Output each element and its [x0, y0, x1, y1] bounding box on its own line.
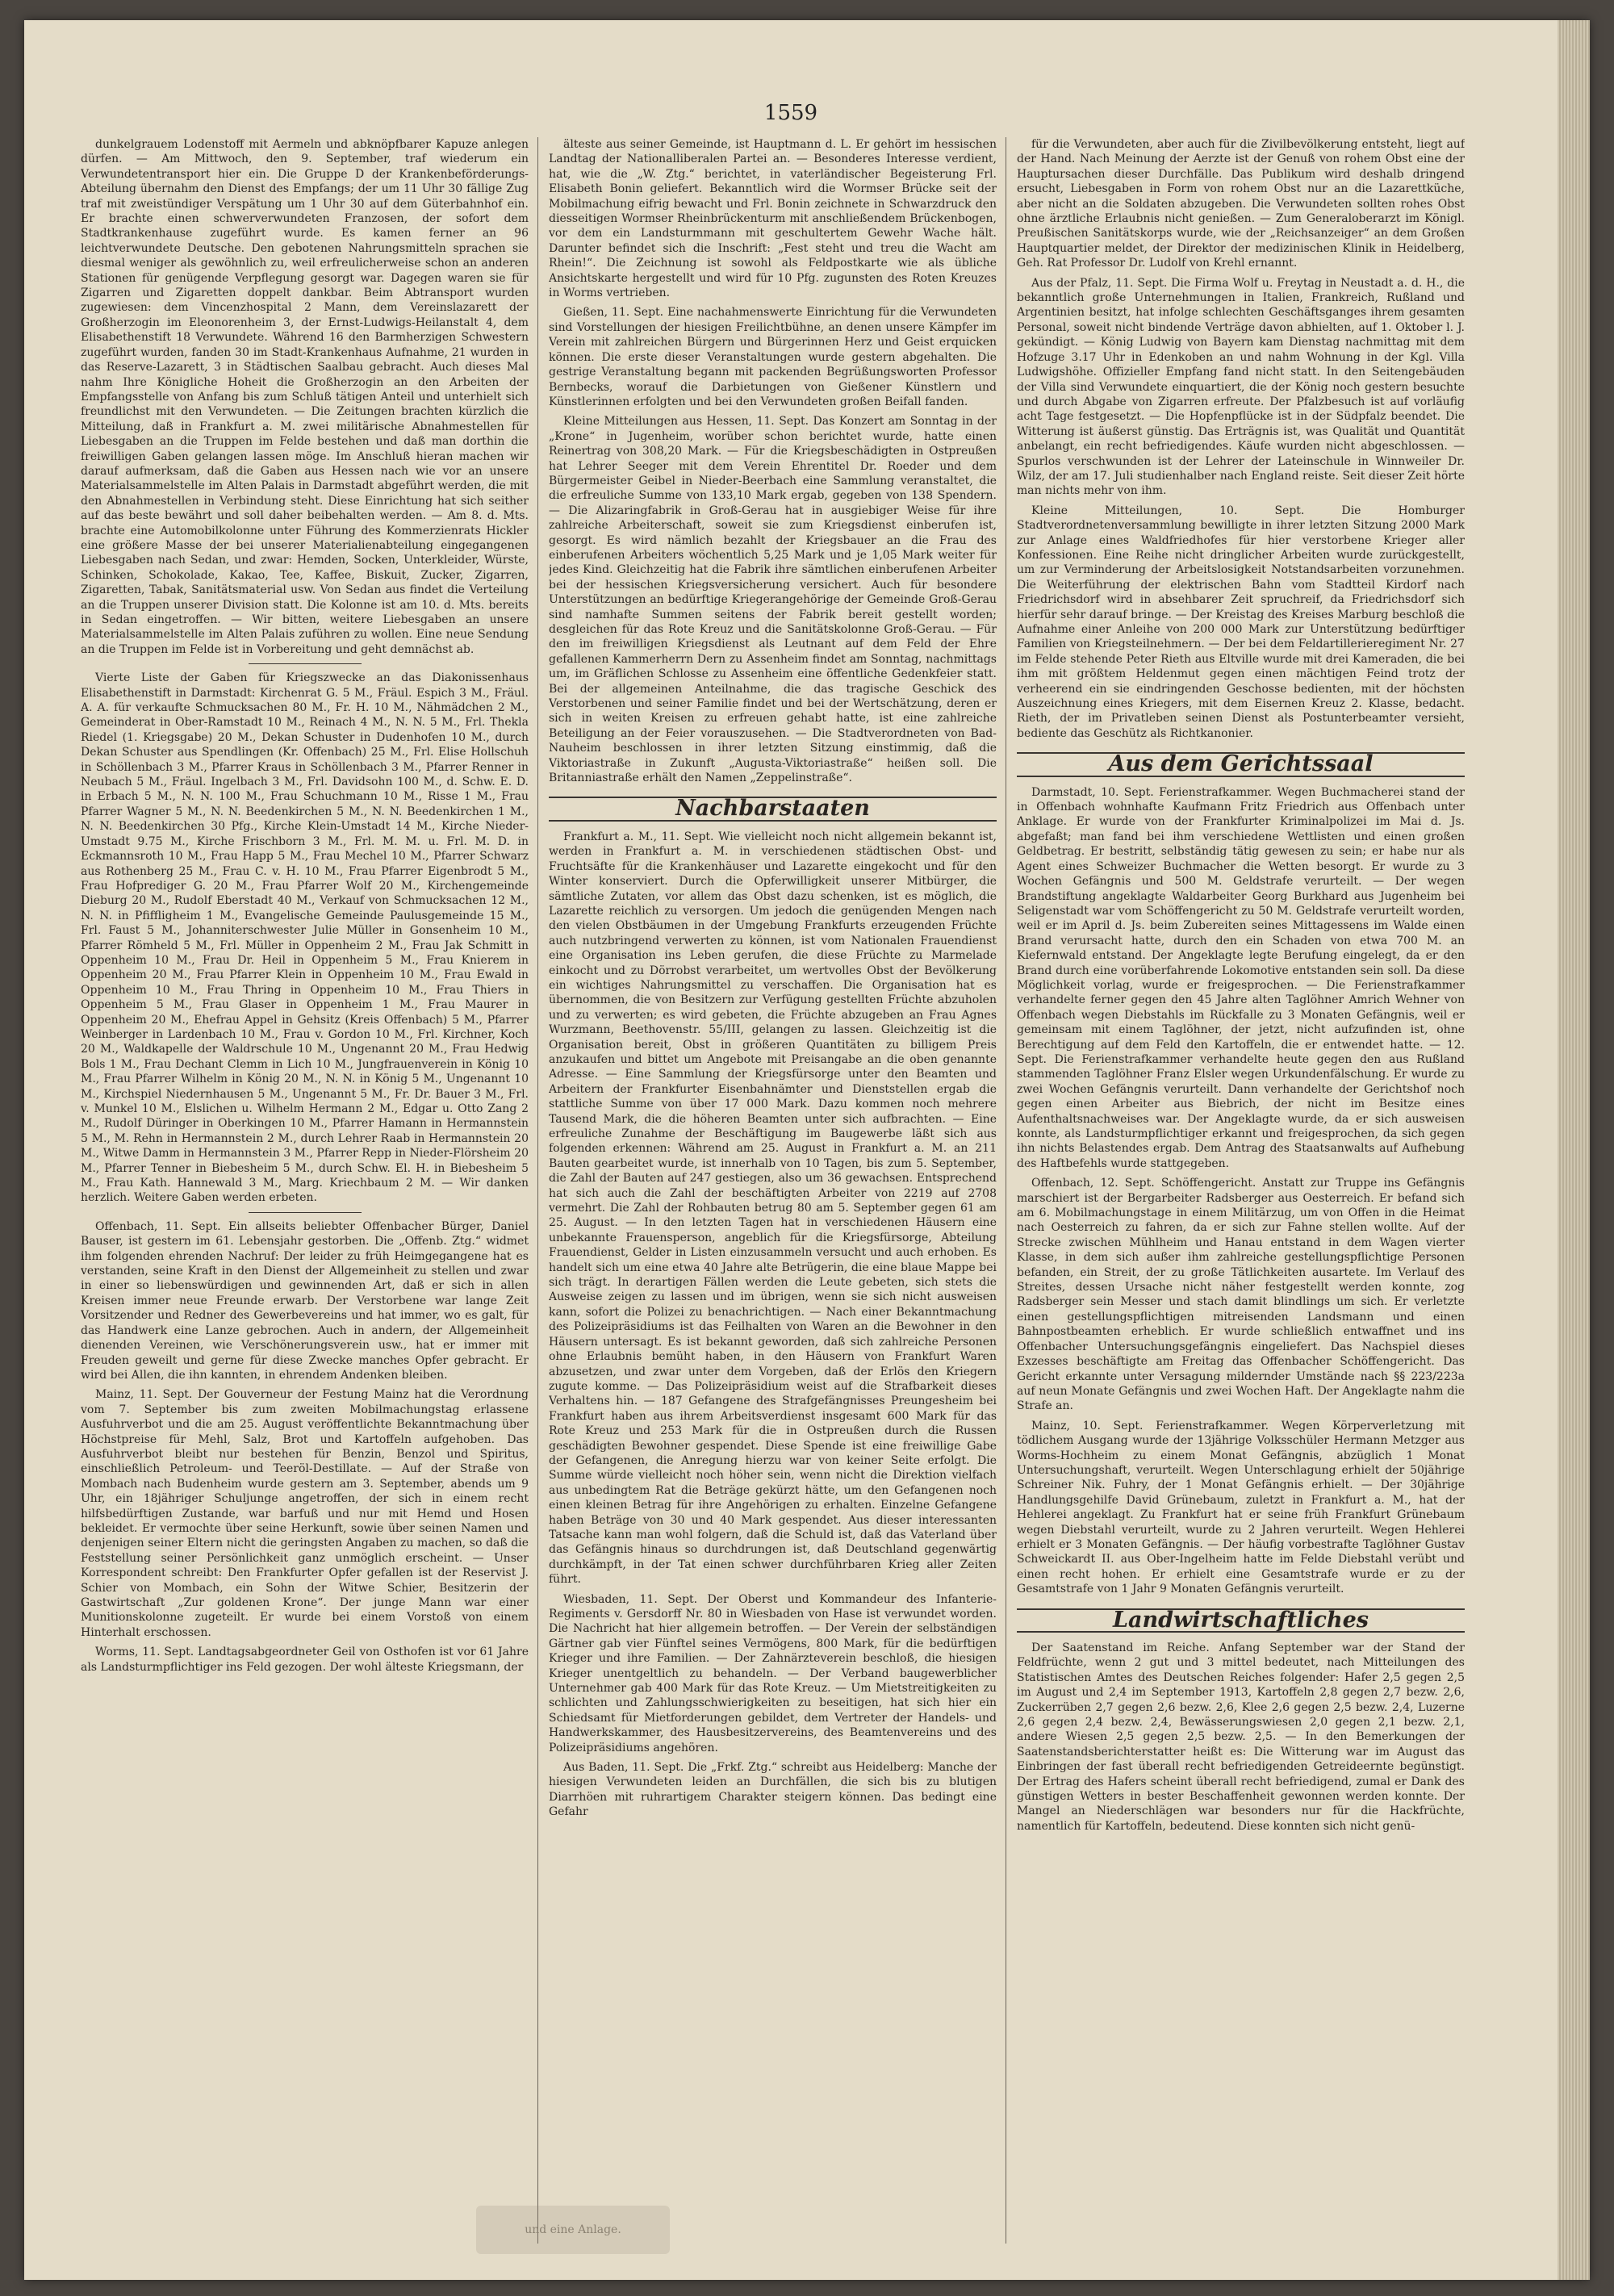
article-paragraph: Wiesbaden, 11. Sept. Der Oberst und Kommandeur des Infanterie-Regiments v. Gersdorff Nr. 80 in Wiesbaden von Hase ist verwundet worden. Die Nachricht hat hier allgemein betroffen. — Der Verein der selbständigen Gärtner gab vier Fünftel seines Vermögens, 800 Mark, für die bedürftigen Krieger und ihre Familien. — Der Zahnärzteverein beschloß, die hiesigen Krieger unentgeltlich zu behandeln. — Der Verband baugewerblicher Unternehmer gab 400 Mark für das Rote Kreuz. — Um Mietstreitigkeiten zu schlichten und Zahlungsschwierigkeiten zu beseitigen, hat sich hier ein Schiedsamt für Mietforderungen gebildet, dem Vertreter der Handels- und Handwerkskammer, des Hausbesitzervereins, des Beamtenvereins und des Polizeipräsidiums angehören. [549, 1592, 997, 1754]
divider [249, 663, 362, 664]
article-paragraph: älteste aus seiner Gemeinde, ist Hauptmann d. L. Er gehört im hessischen Landtag der Nationalliberalen Partei an. — Besonderes Interesse verdient, hat, wie die „W. Ztg.“ berichtet, in vaterländischer Begeisterung Frl. Elisabeth Bonin geliefert. Bekanntlich wird die Wormser Brücke seit der Mobilmachung eifrig bewacht und Frl. Bonin zeichnete in Schwarzdruck den diesseitigen Wormser Rheinbrückenturm mit anschließendem Brückenbogen, vor dem ein Landsturmmann mit geschultertem Gewehr Wache hält. Darunter befindet sich die Inschrift: „Fest steht und treu die Wacht am Rhein!“. Die Zeichnung ist sowohl als Feldpostkarte wie als übliche Ansichtskarte hergestellt und wird für 10 Pfg. zugunsten des Roten Kreuzes in Worms vertrieben. [549, 138, 997, 300]
article-paragraph: dunkelgrauem Lodenstoff mit Aermeln und abknöpfbarer Kapuze anlegen dürfen. — Am Mittwoch, den 9. September, traf wiederum ein Verwundetentransport hier ein. Die Gruppe D der Krankenbeförderungs-Abteilung übernahm den Dienst des Empfangs; der um 11 Uhr 30 fällige Zug traf mit zweistündiger Verspätung um 1 Uhr 30 auf dem Güterbahnhof ein. Er brachte einen schwerverwundeten Franzosen, der sofort dem Stadtkrankenhause zugeführt wurde. Es kamen ferner an 96 leichtverwundete Deutsche. Den gebotenen Nahrungsmitteln sprachen sie diesmal weniger als gewöhnlich zu, weil erfreulicherweise schon an anderen Stationen für genügende Verpflegung gesorgt war. Dagegen waren sie für Zigarren und Zigaretten doppelt dankbar. Beim Abtransport wurden zugewiesen: dem Vincenzhospital 2 Mann, dem Vereinslazarett der Großherzogin im Eleonorenheim 3, der Ernst-Ludwigs-Heilanstalt 4, dem Elisabethenstift 18 Verwundete. Während 16 den Barmherzigen Schwestern zugeführt wurden, fanden 30 im Stadt-Krankenhaus Aufnahme, 21 wurden in das Reserve-Lazarett, 3 in Städtischen Saalbau gebracht. Auch dieses Mal nahm Ihre Königliche Hoheit die Großherzogin an den Arbeiten der Empfangsstelle von Anfang bis zum Schluß tätigen Anteil und unterhielt sich freundlichst mit den Verwundeten. — Die Zeitungen brachten kürzlich die Mitteilung, daß in Frankfurt a. M. zwei militärische Abnahmestellen für Liebesgaben an die Truppen im Felde bestehen und daß man dorthin die freiwilligen Gaben gelangen lassen möge. Im Anschluß hieran machen wir darauf aufmerksam, daß die Gaben aus Hessen nach wie vor an unsere Materialsammelstelle im Alten Palais in Darmstadt abgeführt werden, die mit den Abnahmestellen in Verbindung steht. Diese Einrichtung hat sich seither auf das beste bewährt und soll daher beibehalten werden. — Am 8. d. Mts. brachte eine Automobilkolonne unter Führung des Kommerzienrats Hickler eine größere Masse der bei unserer Materialienabteilung eingegangenen Liebesgaben nach Sedan, und zwar: Hemden, Socken, Unterkleider, Würste, Schinken, Schokolade, Kakao, Tee, Kaffee, Biskuit, Zucker, Zigarren, Zigaretten, Tabak, Sanitätsmaterial usw. Von Sedan aus findet die Verteilung an die Truppen unserer Division statt. Die Kolonne ist am 10. d. Mts. bereits in Sedan eingetroffen. — Wir bitten, weitere Liebesgaben an unsere Materialsammelstelle im Alten Palais zuführen zu wollen. Eine neue Sendung an die Truppen im Felde ist in Vorbereitung und geht demnächst ab. [81, 138, 529, 656]
section-heading: Landwirtschaftliches [1017, 1608, 1465, 1633]
article-paragraph: Mainz, 10. Sept. Ferienstrafkammer. Wegen Körperverletzung mit tödlichem Ausgang wurde der 13jährige Volksschüler Hermann Metzger aus Worms-Hochheim zu einem Monat Gefängnis, abzüglich 1 Monat Untersuchungshaft, verurteilt. Wegen Unterschlagung erhielt der 50jährige Schreiner Nik. Fuhry, der 1 Monat Gefängnis erhielt. — Der 30jährige Handlungsgehilfe David Grünebaum, zuletzt in Frankfurt a. M., hat der Hehlerei angeklagt. Zu Frankfurt hat er seine früh Frankfurt Grünebaum wegen Diebstahl verurteilt, wurde zu 2 Jahren verurteilt. Wegen Hehlerei erhielt er 3 Monaten Gefängnis. — Der häufig vorbestrafte Taglöhner Gustav Schweickardt II. aus Ober-Ingelheim hatte im Felde Diebstahl verübt und einen recht hohen. Er erhielt eine Gesamtstrafe wurde er zu der Gesamtstrafe von 1 Jahr 9 Monaten Gefängnis verurteilt. [1017, 1419, 1465, 1596]
section-heading: Nachbarstaaten [549, 797, 997, 821]
article-paragraph: Aus Baden, 11. Sept. Die „Frkf. Ztg.“ schreibt aus Heidelberg: Manche der hiesigen Verwundeten leiden an Durchfällen, die sich bis zu blutigen Diarrhöen mit ruhrartigem Charakter steigern können. Das bedingt eine Gefahr [549, 1761, 997, 1819]
article-paragraph: Gießen, 11. Sept. Eine nachahmenswerte Einrichtung für die Verwundeten sind Vorstellungen der hiesigen Freilichtbühne, an denen unsere Kämpfer im Verein mit zahlreichen Bürgern und Bürgerinnen Herz und Geist erquicken können. Die erste dieser Veranstaltungen wurde gestern abgehalten. Die gestrige Veranstaltung begann mit packenden Begrüßungsworten Professor Bernbecks, worauf die Darbietungen von Gießener Künstlern und Künstlerinnen erfolgten und bei den Verwundeten großen Beifall fanden. [549, 306, 997, 408]
page-number: 1559 [763, 101, 818, 125]
column-rule [537, 137, 538, 2244]
article-paragraph: Offenbach, 12. Sept. Schöffengericht. Anstatt zur Truppe ins Gefängnis marschiert ist der Bergarbeiter Radsberger aus Oesterreich. Er befand sich am 6. Mobilmachungstage in einem Militärzug, um von Offen in die Heimat nach Oesterreich zu fahren, da er sich zur Fahne stellen wollte. Auf der Strecke zwischen Mühlheim und Hanau entstand in dem Wagen vierter Klasse, in dem sich außer ihm zahlreiche gestellungspflichtige Personen befanden, ein Streit, der zu große Tätlichkeiten ausartete. Im Verlauf des Streites, dessen Ursache nicht näher festgestellt werden konnte, zog Radsberger sein Messer und stach damit blindlings um sich. Er verletzte einen gestellungspflichtigen mitreisenden Landsmann und einen Bahnpostbeamten erheblich. Er wurde schließlich entwaffnet und ins Offenbacher Untersuchungsgefängnis eingeliefert. Das Nachspiel dieses Exzesses beschäftigte am Freitag das Offenbacher Schöffengericht. Das Gericht erkannte unter Versagung mildernder Umstände nach §§ 223/223a auf neun Monate Gefängnis und zwei Wochen Haft. Der Angeklagte nahm die Strafe an. [1017, 1177, 1465, 1413]
newspaper-page [24, 20, 1590, 2280]
book-binding-edge [1558, 20, 1590, 2280]
article-paragraph: Mainz, 11. Sept. Der Gouverneur der Festung Mainz hat die Verordnung vom 7. September bis zum zweiten Mobilmachungstag erlassene Ausfuhrverbot und die am 25. August veröffentlichte Bekanntmachung über Höchstpreise für Mehl, Salz, Brot und Kartoffeln aufgehoben. Das Ausfuhrverbot bleibt nur bestehen für Benzin, Benzol und Spiritus, einschließlich Petroleum- und Teeröl-Destillate. — Auf der Straße von Mombach nach Budenheim wurde gestern am 3. September, abends um 9 Uhr, ein 18jähriger Schuljunge angetroffen, der sich in einem recht hilfsbedürftigen Zustande, war barfuß und nur mit Hemd und Hosen bekleidet. Er vermochte über seine Herkunft, sowie über seinen Namen und denjenigen seiner Eltern nicht die geringsten Angaben zu machen, so daß die Feststellung seiner Persönlichkeit ganz unmöglich erscheint. — Unser Korrespondent schreibt: Den Frankfurter Opfer gefallen ist der Reservist J. Schier von Mombach, ein Sohn der Witwe Schier, Besitzerin der Gastwirtschaft „Zur goldenen Krone“. Der junge Mann war einer Munitionskolonne zugeteilt. Er wurde bei einem Vorstoß von einem Hinterhalt erschossen. [81, 1388, 529, 1639]
article-paragraph: Aus der Pfalz, 11. Sept. Die Firma Wolf u. Freytag in Neustadt a. d. H., die bekanntlich große Unternehmungen in Italien, Frankreich, Rußland und Argentinien besitzt, hat infolge schlechten Geschäftsganges ihrem gesamten Personal, soweit nicht bindende Verträge davon abhielten, auf 1. Oktober l. J. gekündigt. — König Ludwig von Bayern kam Dienstag nachmittag mit dem Hofzuge 3.17 Uhr in Edenkoben an und nahm Wohnung in der Kgl. Villa Ludwigshöhe. Offizieller Empfang fand nicht statt. In den Seitengebäuden der Villa sind Verwundete einquartiert, die der König noch gestern besuchte und durch Abgabe von Zigarren erfreute. Der Pfalzbesuch ist auf vorläufig acht Tage festgesetzt. — Die Hopfenpflücke ist in der Südpfalz beendet. Die Witterung ist äußerst günstig. Das Erträgnis ist, was Qualität und Quantität anbelangt, ein recht befriedigendes. Käufe wurden nicht abgeschlossen. — Spurlos verschwunden ist der Lehrer der Lateinschule in Winnweiler Dr. Wilz, der am 17. Juli studienhalber nach England reiste. Seit dieser Zeit hörte man nichts mehr von ihm. [1017, 276, 1465, 498]
article-paragraph: Kleine Mitteilungen, 10. Sept. Die Homburger Stadtverordnetenversammlung bewilligte in ihrer letzten Sitzung 2000 Mark zur Anlage eines Waldfriedhofes für hier verstorbene Krieger aller Konfessionen. Eine Reihe nicht dringlicher Arbeiten wurde zurückgestellt, um zur Verminderung der Arbeitslosigkeit Notstandsarbeiten vorzunehmen. Die Weiterführung der elektrischen Bahn vom Stadtteil Kirdorf nach Friedrichsdorf wird in absehbarer Zeit spruchreif, da Friedrichsdorf sich hierfür sehr darauf bringe. — Der Kreistag des Kreises Marburg beschloß die Aufnahme einer Anleihe von 200 000 Mark zur Unterstützung bedürftiger Familien von Kriegsteilnehmern. — Der bei dem Feldartillerieregiment Nr. 27 im Felde stehende Peter Rieth aus Eltville wurde mit drei Kameraden, die bei ihm mit größtem Heldenmut gegen einen mächtigen Feind trotz der verheerend ein sie eindringenden Geschosse bedienten, mit der höchsten Auszeichnung eines Kriegers, mit dem Eisernen Kreuz 2. Klasse, bedacht. Rieth, der im Privatleben seinen Dienst als Postunterbeamter versieht, bediente das Geschütz als Richtkanonier. [1017, 504, 1465, 740]
article-paragraph: für die Verwundeten, aber auch für die Zivilbevölkerung entsteht, liegt auf der Hand. Nach Meinung der Aerzte ist der Genuß von rohem Obst eine der Hauptursachen dieser Durchfälle. Das Publikum wird deshalb dringend ersucht, Liebesgaben in Form von rohem Obst nur an die Lazarettküche, aber nicht an die Soldaten abzugeben. Die Verwundeten sollten rohes Obst ohne ärztliche Erlaubnis nicht genießen. — Zum Generaloberarzt im Königl. Preußischen Sanitätskorps wurde, wie der „Reichsanzeiger“ an dem Großen Hauptquartier meldet, der Direktor der medizinischen Klinik in Heidelberg, Geh. Rat Professor Dr. Ludolf von Krehl ernannt. [1017, 138, 1465, 270]
column-right [1017, 137, 1465, 2244]
article-paragraph: Frankfurt a. M., 11. Sept. Wie vielleicht noch nicht allgemein bekannt ist, werden in Frankfurt a. M. in verschiedenen städtischen Obst- und Fruchtsäfte für die Krankenhäuser und Lazarette eingekocht und für den Winter konserviert. Durch die Opferwilligkeit unserer Mitbürger, die sämtliche Zutaten, vor allem das Obst dazu schenken, ist es möglich, die Lazarette reichlich zu versorgen. Um jedoch die genügenden Mengen nach den vielen Obstbäumen in der Umgebung Frankfurts erzeugenden Früchte auch nutzbringend verwerten zu können, ist vom Nationalen Frauendienst eine Organisation ins Leben gerufen, die diese Früchte zu Marmelade einkocht und zu Dörrobst verarbeitet, um wertvolles Obst der Bevölkerung ein wichtiges Nahrungsmittel zu verschaffen. Die Organisation hat es übernommen, die von Besitzern zur Verfügung gestellten Früchte abzuholen und zu verwerten; es wird gebeten, die Früchte abzugeben an Frau Agnes Wurzmann, Beethovenstr. 55/III, gelangen zu lassen. Gleichzeitig ist die Organisation bereit, Obst in größeren Quantitäten zu billigem Preis anzukaufen und bittet um Angebote mit Preisangabe an die oben genannte Adresse. — Eine Sammlung der Kriegsfürsorge unter den Beamten und Arbeitern der Frankfurter Eisenbahnämter und Dienststellen ergab die stattliche Summe von über 17 000 Mark. Dazu kommen noch mehrere Tausend Mark, die die höheren Beamten unter sich aufbrachten. — Eine erfreuliche Zunahme der Beschäftigung im Baugewerbe läßt sich aus folgenden erkennen: Während am 25. August in Frankfurt a. M. an 211 Bauten gearbeitet wurde, ist innerhalb von 10 Tagen, bis zum 5. September, die Zahl der Bauten auf 247 gestiegen, also um 36 gewachsen. Entsprechend hat sich auch die Zahl der beschäftigten Arbeiter von 2219 auf 2708 vermehrt. Die Zahl der Rohbauten betrug 80 am 5. September gegen 61 am 25. August. — In den letzten Tagen hat in verschiedenen Häusern eine unbekannte Frauensperson, angeblich für die Kriegsfürsorge, Abteilung Frauendienst, Gelder in Listen einzusammeln versucht und auch erhoben. Es handelt sich um eine etwa 40 Jahre alte Betrügerin, die eine blaue Mappe bei sich trägt. In derartigen Fällen werden die Leute gebeten, sich stets die Ausweise zeigen zu lassen und im übrigen, wenn sie sich nicht ausweisen kann, sofort die Polizei zu benachrichtigen. — Nach einer Bekanntmachung des Polizeipräsidiums ist das Feilhalten von Waren an die Bewohner in den Häusern untersagt. Es ist bekannt geworden, daß sich zahlreiche Personen ohne Erlaubnis bemüht haben, in den Häusern von Frankfurt Waren abzusetzen, und zwar unter dem Vorgeben, daß der Erlös den Kriegern zugute komme. — Das Polizeipräsidium weist auf die Strafbarkeit dieses Verhaltens hin. — 187 Gefangene des Strafgefängnisses Preungesheim bei Frankfurt haben aus ihrem Arbeitsverdienst insgesamt 600 Mark für das Rote Kreuz und 253 Mark für die in Ostpreußen durch die Russen geschädigten Bewohner gespendet. Diese Spende ist eine freiwillige Gabe der Gefangenen, die Anregung hierzu war von keiner Seite erfolgt. Die Summe würde vielleicht noch höher sein, wenn nicht die Direktion vielfach aus unbedingtem Rat die Beträge gekürzt hätte, um den Gefangenen noch einen kleinen Betrag für ihre Angehörigen zu erhalten. Einzelne Gefangene haben Beträge von 30 und 40 Mark gespendet. Aus dieser interessanten Tatsache kann man wohl folgern, daß die Schuld ist, daß das Vaterland über das Gefängnis hinaus so durchdrungen ist, daß Deutschland gegenwärtig durchkämpft, in der Tat einen schwer durchführbaren Krieg aller Zeiten führt. [549, 830, 997, 1587]
article-paragraph: Kleine Mitteilungen aus Hessen, 11. Sept. Das Konzert am Sonntag in der „Krone“ in Jugenheim, worüber schon berichtet wurde, hatte einen Reinertrag von 308,20 Mark. — Für die Kriegsbeschädigten in Ostpreußen hat Lehrer Seeger mit dem Verein Ehrentitel Dr. Roeder und dem Bürgermeister Geibel in Nieder-Beerbach eine Sammlung veranstaltet, die die erfreuliche Summe von 133,10 Mark ergab, gegeben von 138 Spendern. — Die Alizaringfabrik in Groß-Gerau hat in ausgiebiger Weise für ihre zahlreiche Arbeiterschaft, soweit sie zum Kriegsdienst einberufen ist, gesorgt. Es wird nämlich bezahlt der Kriegsbauer an die Frau des einberufenen Arbeiters wöchentlich 5,25 Mark und je 1,05 Mark weiter für jedes Kind. Gleichzeitig hat die Fabrik ihre sämtlichen einberufenen Arbeiter bei der hessischen Kriegsversicherung versichert. Auch für besondere Unterstützungen an bedürftige Kriegerangehörige der Gemeinde Groß-Gerau sind namhafte Summen seitens der Fabrik bereit gestellt worden; desgleichen für das Rote Kreuz und die Sanitätskolonne Groß-Gerau. — Für den im freiwilligen Kriegsdienst als Leutnant auf dem Feld der Ehre gefallenen Kammerherrn Dern zu Assenheim findet am Sonntag, nachmittags um, im Gräflichen Schlosse zu Assenheim eine öffentliche Gedenkfeier statt. Bei der allgemeinen Anteilnahme, die das tragische Geschick des Verstorbenen und seiner Familie findet und bei der Wertschätzung, deren er sich in weiten Kreisen zu erfreuen gehabt hatte, ist eine zahlreiche Beteiligung an der Feier vorauszusehen. — Die Stadtverordneten von Bad-Nauheim beschlossen in ihrer letzten Sitzung einstimmig, daß die Viktoriastraße in Zukunft „Augusta-Viktoriastraße“ heißen soll. Die Britanniastraße erhält den Namen „Zeppelinstraße“. [549, 415, 997, 785]
article-paragraph: Vierte Liste der Gaben für Kriegszwecke an das Diakonissenhaus Elisabethenstift in Darmstadt: Kirchenrat G. 5 M., Fräul. Espich 3 M., Fräul. A. A. für verkaufte Schmucksachen 80 M., Fr. H. 10 M., Nähmädchen 2 M., Gemeinderat in Ober-Ramstadt 10 M., Reinach 4 M., N. N. 5 M., Frl. Thekla Riedel (1. Kriegsgabe) 20 M., Dekan Schuster in Dudenhofen 10 M., durch Dekan Schuster aus Spendlingen (Kr. Offenbach) 25 M., Frl. Elise Hollschuh in Schöllenbach 3 M., Pfarrer Kraus in Schöllenbach 3 M., Pfarrer Renner in Neubach 5 M., Fräul. Ingelbach 3 M., Frl. Davidsohn 100 M., d. Schw. E. D. in Erbach 5 M., N. N. 100 M., Frau Schuchmann 10 M., Risse 1 M., Frau Pfarrer Wagner 5 M., N. N. Beedenkirchen 5 M., N. N. Beedenkirchen 1 M., N. N. Beedenkirchen 30 Pfg., Kirche Klein-Umstadt 14 M., Kirche Nieder-Umstadt 9.75 M., Kirche Frischborn 3 M., Frl. M. M. u. Frl. M. D. in Eckmannsroth 10 M., Frau Happ 5 M., Frau Mechel 10 M., Pfarrer Schwarz aus Rothenberg 25 M., Frau C. v. H. 10 M., Frau Pfarrer Eigenbrodt 5 M., Frau Hofprediger G. 20 M., Frau Pfarrer Wolf 20 M., Kirchengemeinde Dieburg 20 M., Rudolf Eberstadt 40 M., Verkauf von Schmucksachen 12 M., N. N. in Pfiffligheim 1 M., Evangelische Gemeinde Paulusgemeinde 15 M., Frl. Faust 5 M., Johanniterschwester Julie Müller in Gonsenheim 10 M., Pfarrer Römheld 5 M., Frl. Müller in Oppenheim 2 M., Frau Jak Schmitt in Oppenheim 10 M., Frau Dr. Heil in Oppenheim 5 M., Frau Knierem in Oppenheim 20 M., Frau Pfarrer Klein in Oppenheim 10 M., Frau Ewald in Oppenheim 10 M., Frau Thring in Oppenheim 10 M., Frau Thiers in Oppenheim 5 M., Frau Glaser in Oppenheim 1 M., Frau Maurer in Oppenheim 20 M., Ehefrau Appel in Gehsitz (Kreis Offenbach) 5 M., Pfarrer Weinberger in Lardenbach 10 M., Frau v. Gordon 10 M., Frl. Kirchner, Koch 20 M., Waldkapelle der Waldrschule 10 M., Ungenannt 20 M., Frau Hedwig Bols 1 M., Frau Dechant Clemm in Lich 10 M., Jungfrauenverein in König 10 M., Frau Pfarrer Wilhelm in König 20 M., N. N. in König 5 M., Ungenannt 10 M., Kirchspiel Niedernhausen 5 M., Ungenannt 5 M., Fr. Dr. Bauer 3 M., Frl. v. Munkel 10 M., Elslichen u. Wilhelm Hermann 2 M., Edgar u. Otto Zang 2 M., Rudolf Düringer in Oberkingen 10 M., Pfarrer Hamann in Hermannstein 5 M., M. Rehn in Hermannstein 2 M., durch Lehrer Raab in Hermannstein 20 M., Witwe Damm in Hermannstein 3 M., Pfarrer Repp in Nieder-Flörsheim 20 M., Pfarrer Tenner in Biebesheim 5 M., durch Schw. El. H. in Biebesheim 5 M., Frau Kath. Hannewald 3 M., Marg. Kriechbaum 2 M. — Wir danken herzlich. Weitere Gaben werden erbeten. [81, 671, 529, 1205]
column-middle [549, 137, 997, 2244]
column-left [81, 137, 529, 2244]
article-paragraph: Worms, 11. Sept. Landtagsabgeordneter Geil von Osthofen ist vor 61 Jahre als Landsturmpflichtiger ins Feld gezogen. Der wohl älteste Kriegsmann, der [81, 1646, 529, 1674]
article-paragraph: Offenbach, 11. Sept. Ein allseits beliebter Offenbacher Bürger, Daniel Bauser, ist gestern im 61. Lebensjahr gestorben. Die „Offenb. Ztg.“ widmet ihm folgenden ehrenden Nachruf: Der leider zu früh Heimgegangene hat es verstanden, seine Kraft in den Dienst der Allgemeinheit zu stellen und zwar in einer so liebenswürdigen und gewinnenden Art, daß er sich in allen Kreisen immer neue Freunde erwarb. Der Verstorbene war lange Zeit Vorsitzender und Redner des Gewerbevereins und hat immer, wo es galt, für das Handwerk eine Lanze gebrochen. Auch in andern, der Allgemeinheit dienenden Vereinen, wie Verschönerungsverein usw., hat er immer mit Freuden geweilt und gerne für diese Zwecke manches Opfer gebracht. Er wird bei Allen, die ihn kannten, in ehrendem Andenken bleiben. [81, 1219, 529, 1382]
article-paragraph: Darmstadt, 10. Sept. Ferienstrafkammer. Wegen Buchmacherei stand der in Offenbach wohnhafte Kaufmann Fritz Friedrich aus Offenbach unter Anklage. Er wurde von der Frankfurter Kriminalpolizei im Mai d. Js. abgefaßt; man fand bei ihm verschiedene Wettlisten und einen großen Geldbetrag. Er bestritt, selbständig tätig gewesen zu sein; er habe nur als Agent eines Schweizer Buchmacher die Wetten besorgt. Er wurde zu 3 Wochen Gefängnis und 500 M. Geldstrafe verurteilt. — Der wegen Brandstiftung angeklagte Waldarbeiter Georg Burkhard aus Jugenheim bei Seligenstadt war vom Schöffengericht zu 50 M. Geldstrafe verurteilt worden, weil er im April d. Js. beim Zubereiten seines Mittagessens im Walde einen Brand verursacht hatte, durch den ein Schaden von etwa 700 M. an Kiefernwald entstand. Der Angeklagte legte Berufung eingelegt, da er den Brand durch eine vorüberfahrende Lokomotive entstanden sein soll. Da diese Möglichkeit vorlag, wurde er freigesprochen. — Die Ferienstrafkammer verhandelte ferner gegen den 45 Jahre alten Taglöhner Amrich Wehner von Offenbach wegen Diebstahls im Rückfalle zu 3 Monaten Gefängnis, weil er gemeinsam mit einem Taglöhner, der jetzt, nicht aufzufinden ist, ohne Berechtigung auf dem Feld den Kartoffeln, die er entwendet hatte. — 12. Sept. Die Ferienstrafkammer verhandelte heute gegen den aus Rußland stammenden Taglöhner Franz Elsler wegen Urkundenfälschung. Er wurde zu zwei Wochen Gefängnis verurteilt. Dann verhandelte der Gerichtshof noch gegen einen Arbeiter aus Biebrich, der nicht im Besitze eines Aufenthaltsnachweises war. Der Angeklagte wurde, da er sich ausweisen konnte, als Landsturmpflichtiger erkannt und freigesprochen, da sich gegen ihn nichts Belastendes ergab. Dem Antrag des Staatsanwalts auf Aufhebung des Haftbefehls wurde stattgegeben. [1017, 785, 1465, 1170]
article-paragraph: Der Saatenstand im Reiche. Anfang September war der Stand der Feldfrüchte, wenn 2 gut und 3 mittel bedeutet, nach Mitteilungen des Statistischen Amtes des Deutschen Reiches folgender: Hafer 2,5 gegen 2,5 im August und 2,4 im September 1913, Kartoffeln 2,8 gegen 2,7 bezw. 2,6, Zuckerrüben 2,7 gegen 2,6 bezw. 2,6, Klee 2,6 gegen 2,5 bezw. 2,4, Luzerne 2,6 gegen 2,4 bezw. 2,4, Bewässerungswiesen 2,0 gegen 2,1 bezw. 2,1, andere Wiesen 2,5 gegen 2,5 bezw. 2,5. — In den Bemerkungen der Saatenstandsberichterstatter heißt es: Die Witterung war im August das Einbringen der fast überall recht befriedigenden Getreideernte begünstigt. Der Ertrag des Hafers scheint überall recht befriedigend, zumal er Dank des günstigen Wetters in bester Beschaffenheit gewonnen werden konnte. Der Mangel an Niederschlägen war besonders nur für die Hackfrüchte, namentlich für Kartoffeln, bedeutend. Diese konnten sich nicht genü- [1017, 1641, 1465, 1833]
faded-stamp: und eine Anlage. [476, 2206, 670, 2254]
divider [249, 1212, 362, 1213]
section-heading: Aus dem Gerichtssaal [1017, 752, 1465, 776]
